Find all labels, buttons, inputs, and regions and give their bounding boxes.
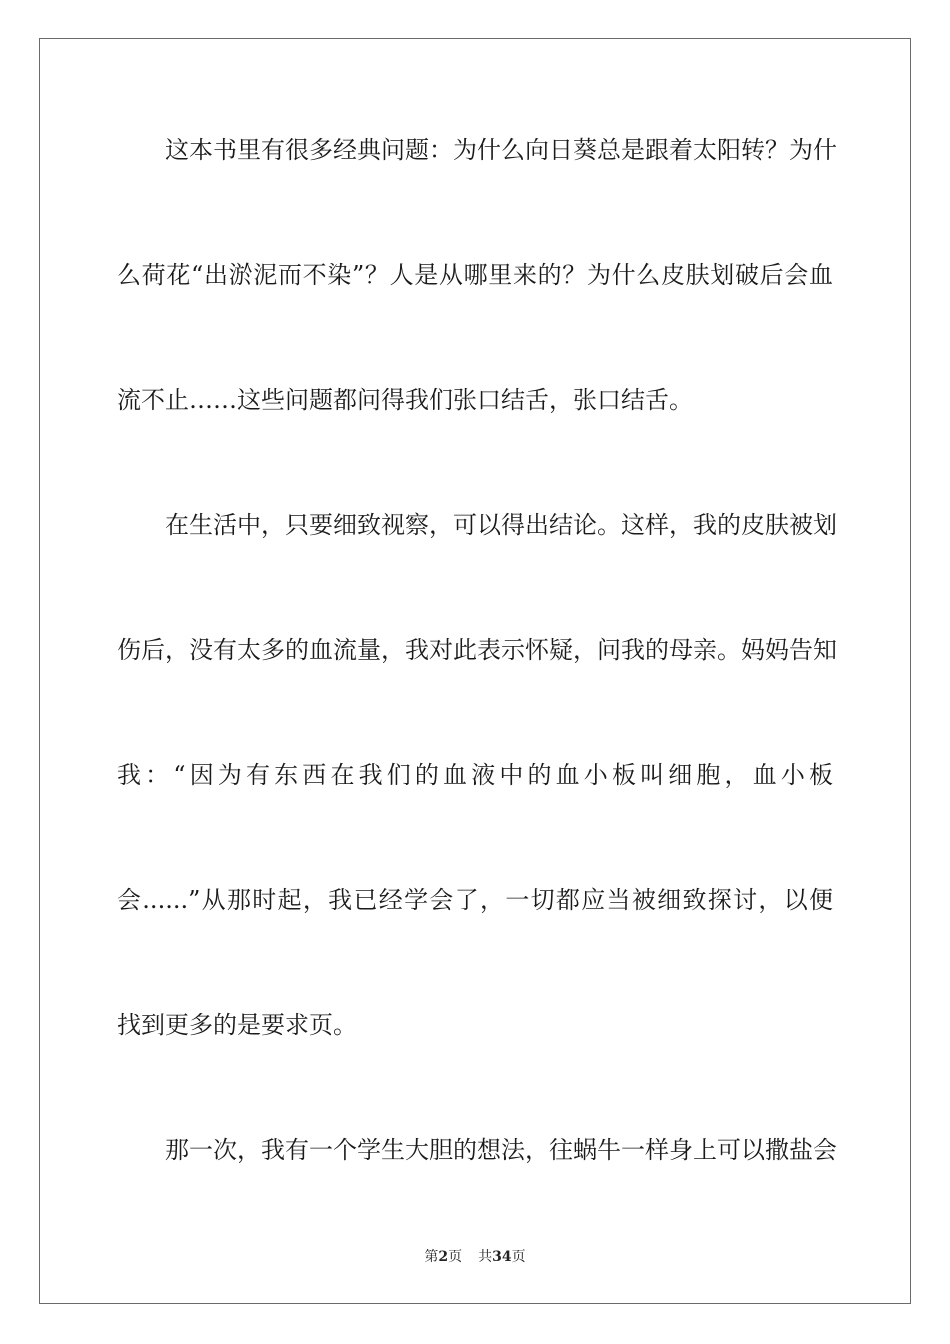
page-suffix: 页 [448, 1249, 463, 1265]
page-footer [0, 1248, 950, 1266]
paragraph-1-line-3: 流不止……这些问题都问得我们张口结舌，张口结舌。 [117, 386, 693, 414]
total-prefix: 共 [478, 1249, 493, 1265]
page-border [39, 38, 911, 1304]
paragraph-3-line-1: 那一次，我有一个学生大胆的想法，往蜗牛一样身上可以撒盐会 [165, 1136, 837, 1164]
page-prefix: 第 [424, 1249, 439, 1265]
paragraph-2-line-5: 找到更多的是要求页。 [117, 1011, 357, 1039]
page-number: 2 [438, 1249, 449, 1265]
paragraph-1-line-2: 么荷花“出淤泥而不染”？人是从哪里来的？为什么皮肤划破后会血 [117, 261, 833, 289]
total-suffix: 页 [511, 1249, 526, 1265]
paragraph-2-line-2: 伤后，没有太多的血流量，我对此表示怀疑，问我的母亲。妈妈告知 [117, 636, 837, 664]
paragraph-2-line-1: 在生活中，只要细致视察，可以得出结论。这样，我的皮肤被划 [165, 511, 837, 539]
paragraph-1-line-1: 这本书里有很多经典问题：为什么向日葵总是跟着太阳转？为什 [165, 136, 837, 164]
paragraph-2-line-4: 会......”从那时起，我已经学会了，一切都应当被细致探讨，以便 [117, 886, 833, 914]
total-pages: 34 [492, 1249, 512, 1265]
paragraph-2-line-3: 我：“因为有东西在我们的血液中的血小板叫细胞，血小板 [117, 761, 833, 789]
